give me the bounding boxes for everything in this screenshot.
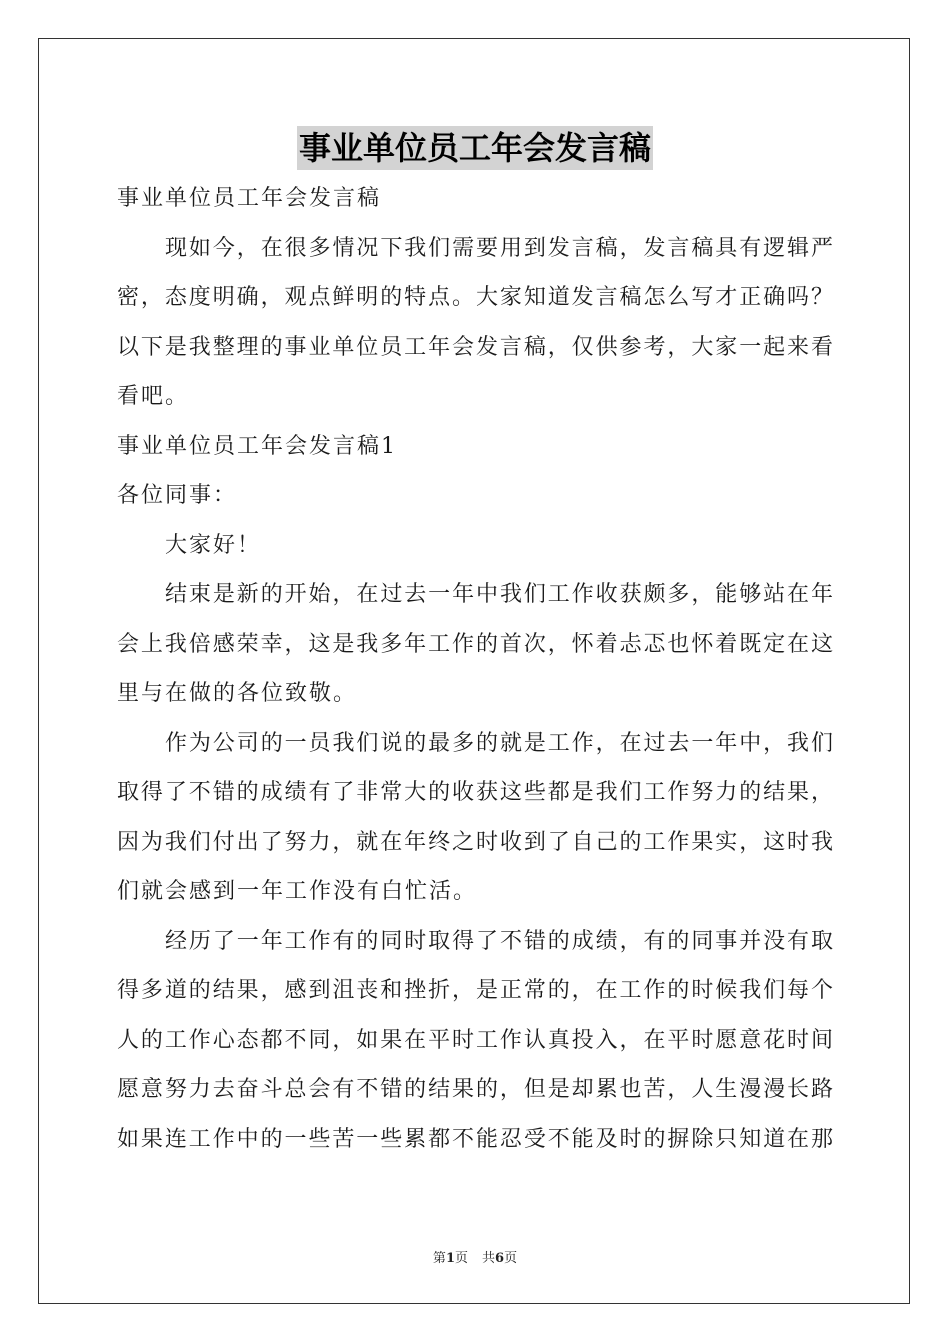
text-line: 人的工作心态都不同，如果在平时工作认真投入，在平时愿意花时间 [117,1027,833,1053]
footer-total-pages: 6 [495,1251,505,1266]
text-line: 取得了不错的成绩有了非常大的收获这些都是我们工作努力的结果， [117,780,833,805]
footer-total-suffix: 页 [504,1251,518,1266]
text-line: 因为我们付出了努力，就在年终之时收到了自己的工作果实，这时我 [117,829,833,855]
text-line: 愿意努力去奋斗总会有不错的结果的，但是却累也苦，人生漫漫长路 [117,1077,833,1102]
text-line: 密，态度明确，观点鲜明的特点。大家知道发言稿怎么写才正确吗？ [117,285,833,310]
text-line: 如果连工作中的一些苦一些累都不能忍受不能及时的摒除只知道在那 [117,1126,833,1152]
document-title: 事业单位员工年会发言稿 [297,126,653,170]
text-line: 作为公司的一员我们说的最多的就是工作，在过去一年中，我们 [165,730,833,756]
page-footer [0,1247,950,1266]
footer-page-prefix: 第 [432,1251,446,1266]
text-line: 们就会感到一年工作没有白忙活。 [117,879,478,904]
text-line: 里与在做的各位致敬。 [117,681,358,706]
text-line: 事业单位员工年会发言稿 [117,186,382,211]
text-line: 事业单位员工年会发言稿1 [117,433,397,459]
text-line: 以下是我整理的事业单位员工年会发言稿，仅供参考，大家一起来看 [117,334,833,360]
text-line: 结束是新的开始，在过去一年中我们工作收获颇多，能够站在年 [165,582,833,607]
text-line: 大家好！ [165,532,262,558]
text-line: 各位同事： [117,483,238,508]
text-line: 得多道的结果，感到沮丧和挫折，是正常的，在工作的时候我们每个 [117,978,833,1003]
footer-page-number: 1 [445,1251,455,1266]
document-body [117,174,833,1164]
text-line: 会上我倍感荣幸，这是我多年工作的首次，怀着忐忑也怀着既定在这 [117,631,833,657]
footer-total-prefix: 共 [482,1251,496,1266]
footer-page-suffix: 页 [454,1251,468,1266]
title-wrap [0,126,950,170]
text-line: 经历了一年工作有的同时取得了不错的成绩，有的同事并没有取 [165,928,833,954]
text-line: 看吧。 [117,384,190,409]
text-line: 现如今，在很多情况下我们需要用到发言稿，发言稿具有逻辑严 [165,235,833,261]
